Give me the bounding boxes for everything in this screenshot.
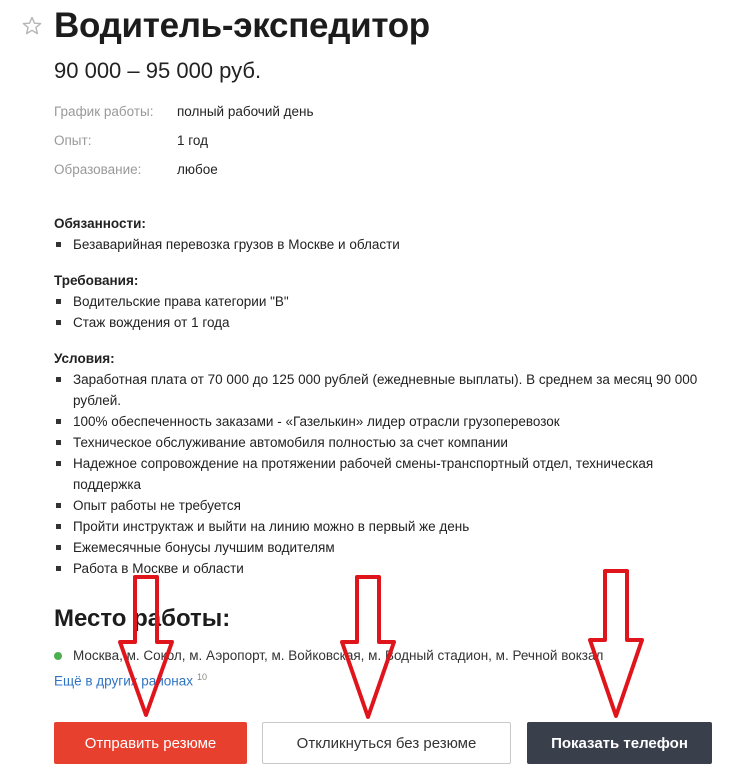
favorite-star-icon[interactable]: [22, 16, 42, 36]
vacancy-salary: 90 000 – 95 000 руб.: [54, 58, 262, 83]
section-title: Обязанности:: [54, 216, 146, 231]
section-conditions: [54, 348, 714, 579]
info-label: Опыт:: [54, 133, 92, 148]
list-item: Ежемесячные бонусы лучшим водителям: [54, 537, 714, 558]
annotation-arrow-icon: [120, 577, 172, 715]
vacancy-title: Водитель-экспедитор: [54, 6, 430, 45]
list-item: Работа в Москве и области: [54, 558, 714, 579]
metro-list: Москва, м. Сокол, м. Аэропорт, м. Войковская, м. Водный стадион, м. Речной вокзал: [73, 648, 604, 663]
more-locations: [54, 672, 207, 689]
send-resume-button[interactable]: Отправить резюме: [54, 722, 247, 764]
list-item: Техническое обслуживание автомобиля полностью за счет компании: [54, 432, 714, 453]
more-locations-link[interactable]: Ещё в других районах: [54, 673, 194, 689]
info-label: Образование:: [54, 162, 142, 177]
metro-stations: [54, 648, 603, 663]
respond-without-resume-button[interactable]: Откликнуться без резюме: [262, 722, 511, 764]
list-item: Стаж вождения от 1 года: [54, 312, 714, 333]
annotation-arrow-icon: [342, 577, 394, 717]
info-value: любое: [177, 162, 218, 177]
info-row-experience: [54, 133, 314, 162]
conditions-list: [54, 369, 714, 579]
vacancy-info: [54, 104, 314, 191]
section-title: Условия:: [54, 351, 115, 366]
info-row-schedule: [54, 104, 314, 133]
more-locations-count: 10: [197, 672, 208, 682]
vacancy-description: [54, 213, 714, 594]
list-item: Опыт работы не требуется: [54, 495, 714, 516]
section-title: Требования:: [54, 273, 139, 288]
info-value: полный рабочий день: [177, 104, 314, 119]
list-item: Водительские права категории "В": [54, 291, 714, 312]
list-item: Безаварийная перевозка грузов в Москве и области: [54, 234, 714, 255]
show-phone-button[interactable]: Показать телефон: [527, 722, 712, 764]
location-title: Место работы:: [54, 605, 231, 632]
info-label: График работы:: [54, 104, 154, 119]
info-value: 1 год: [177, 133, 208, 148]
duties-list: [54, 234, 714, 255]
section-requirements: [54, 270, 714, 333]
metro-dot-icon: [54, 652, 62, 660]
list-item: Пройти инструктаж и выйти на линию можно в первый же день: [54, 516, 714, 537]
section-duties: [54, 213, 714, 255]
info-row-education: [54, 162, 314, 191]
requirements-list: [54, 291, 714, 333]
list-item: Надежное сопровождение на протяжении рабочей смены-транспортный отдел, техническая поддержка: [54, 453, 714, 495]
list-item: Заработная плата от 70 000 до 125 000 рублей (ежедневные выплаты). В среднем за месяц 90 000 рублей.: [54, 369, 714, 411]
list-item: 100% обеспеченность заказами - «Газелькин» лидер отрасли грузоперевозок: [54, 411, 714, 432]
